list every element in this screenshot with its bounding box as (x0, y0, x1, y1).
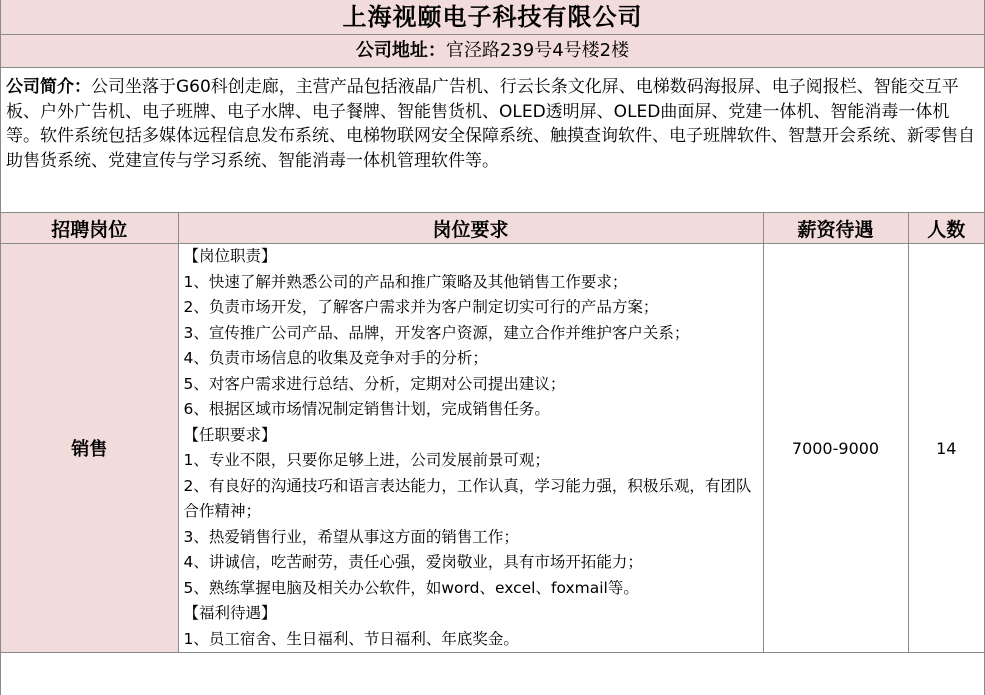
company-address-row (1, 35, 984, 68)
header-salary: 薪资待遇 (763, 213, 908, 244)
qualification-item: 4、讲诚信，吃苦耐劳，责任心强，爱岗敬业，具有市场开拓能力； (183, 553, 643, 571)
header-count: 人数 (908, 213, 984, 244)
qualification-item: 1、专业不限，只要你足够上进，公司发展前景可观； (183, 451, 550, 469)
intro-label: 公司简介： (6, 77, 91, 97)
duty-item: 6、根据区域市场情况制定销售计划，完成销售任务。 (183, 400, 550, 418)
duty-item: 2、负责市场开发，了解客户需求并为客户制定切实可行的产品方案； (183, 298, 659, 316)
headcount-cell: 14 (908, 244, 984, 653)
salary-cell: 7000-9000 (763, 244, 908, 653)
company-intro (1, 68, 984, 213)
duties-heading: 【岗位职责】 (183, 247, 277, 265)
qualification-item: 2、有良好的沟通技巧和语言表达能力，工作认真，学习能力强，积极乐观，有团队合作精神； (183, 476, 752, 520)
company-name: 上海视颐电子科技有限公司 (1, 0, 984, 35)
duty-item: 5、对客户需求进行总结、分析，定期对公司提出建议； (183, 374, 566, 393)
header-requirements: 岗位要求 (178, 213, 763, 244)
address-label: 公司地址： (355, 40, 446, 61)
duty-item: 4、负责市场信息的收集及竞争对手的分析； (183, 349, 488, 367)
qualification-item: 3、热爱销售行业，希望从事这方面的销售工作； (183, 527, 519, 546)
requirements-cell (178, 244, 763, 653)
duty-item: 3、宣传推广公司产品、品牌，开发客户资源，建立合作并维护客户关系； (183, 323, 690, 342)
table-header-row (1, 213, 984, 244)
jobs-table (1, 213, 984, 653)
table-row (1, 244, 984, 653)
benefits-heading: 【福利待遇】 (183, 604, 277, 622)
intro-text: 公司坐落于G60科创走廊，主营产品包括液晶广告机、行云长条文化屏、电梯数码海报屏、电子阅报栏、智能交互平板、户外广告机、电子班牌、电子水牌、电子餐牌、智能售货机、OLED透明屏、OLED曲面屏、党建一体机、智能消毒一体机等。软件系统包括多媒体远程信息发布系统、电梯物联网安全保障系统、触摸查询软件、电子班牌软件、智慧开会系统、新零售自助售货系统、党建宣传与学习系统、智能消毒一体机管理软件等。 (6, 77, 975, 171)
qualification-item: 5、熟练掌握电脑及相关办公软件，如word、excel、foxmail等。 (183, 578, 639, 597)
header-position: 招聘岗位 (1, 213, 178, 244)
benefit-item: 1、员工宿舍、生日福利、节日福利、年底奖金。 (183, 629, 519, 648)
position-cell: 销售 (1, 244, 178, 653)
address-value: 官泾路239号4号楼2楼 (445, 40, 630, 61)
qualifications-heading: 【任职要求】 (183, 425, 277, 444)
duty-item: 1、快速了解并熟悉公司的产品和推广策略及其他销售工作要求； (183, 272, 628, 291)
